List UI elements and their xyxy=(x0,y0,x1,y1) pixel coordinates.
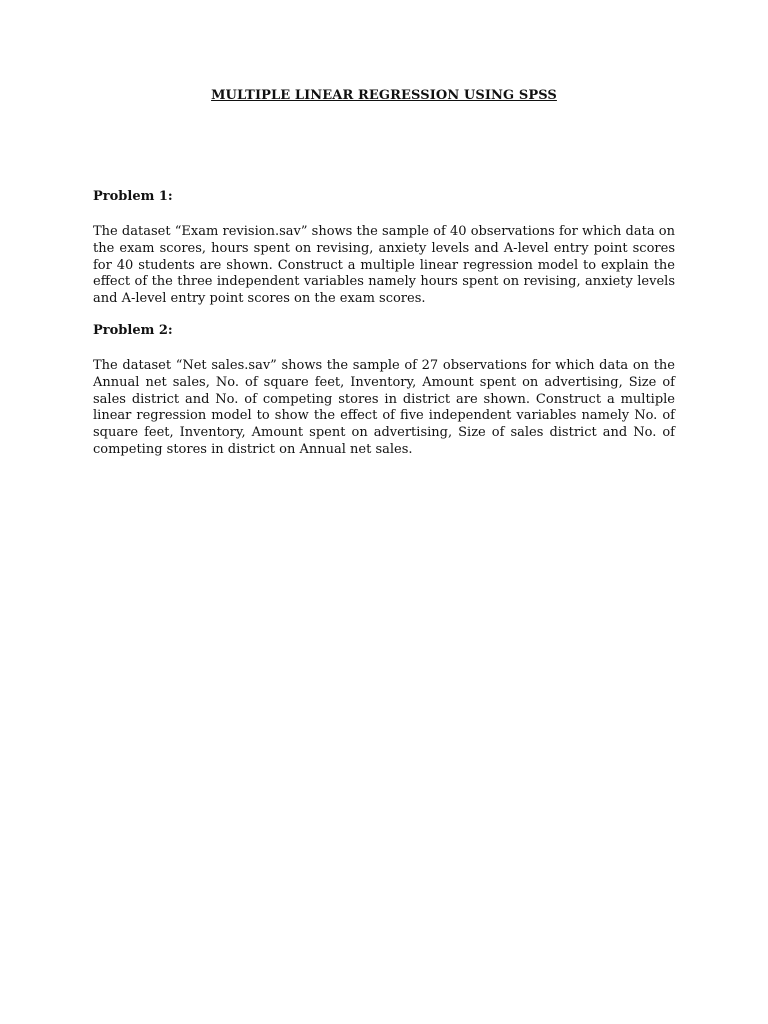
problem-1-heading: Problem 1: xyxy=(93,189,173,204)
document-title: MULTIPLE LINEAR REGRESSION USING SPSS xyxy=(211,88,557,103)
problem-2-section xyxy=(93,322,675,459)
problem-2-heading: Problem 2: xyxy=(93,323,173,338)
problem-2-text: The dataset “Net sales.sav” shows the sample of 27 observations for which data on the Annual net sales, No. of square feet, Inventory, Amount spent on advertising, Size of sales district and No. of competing stores in district are shown. Construct a multiple linear regression model to show the effect of five independent variables namely No. of square feet, Inventory, Amount spent on advertising, Size of sales district and No. of competing stores in district on Annual net sales. xyxy=(93,358,675,457)
problem-1-text: The dataset “Exam revision.sav” shows the sample of 40 observations for which data on the exam scores, hours spent on revising, anxiety levels and A-level entry point scores for 40 students are shown. Construct a multiple linear regression model to explain the effect of the three independent variables namely hours spent on revising, anxiety levels and A-level entry point scores on the exam scores. xyxy=(93,224,675,307)
problem-1-section xyxy=(93,188,675,308)
